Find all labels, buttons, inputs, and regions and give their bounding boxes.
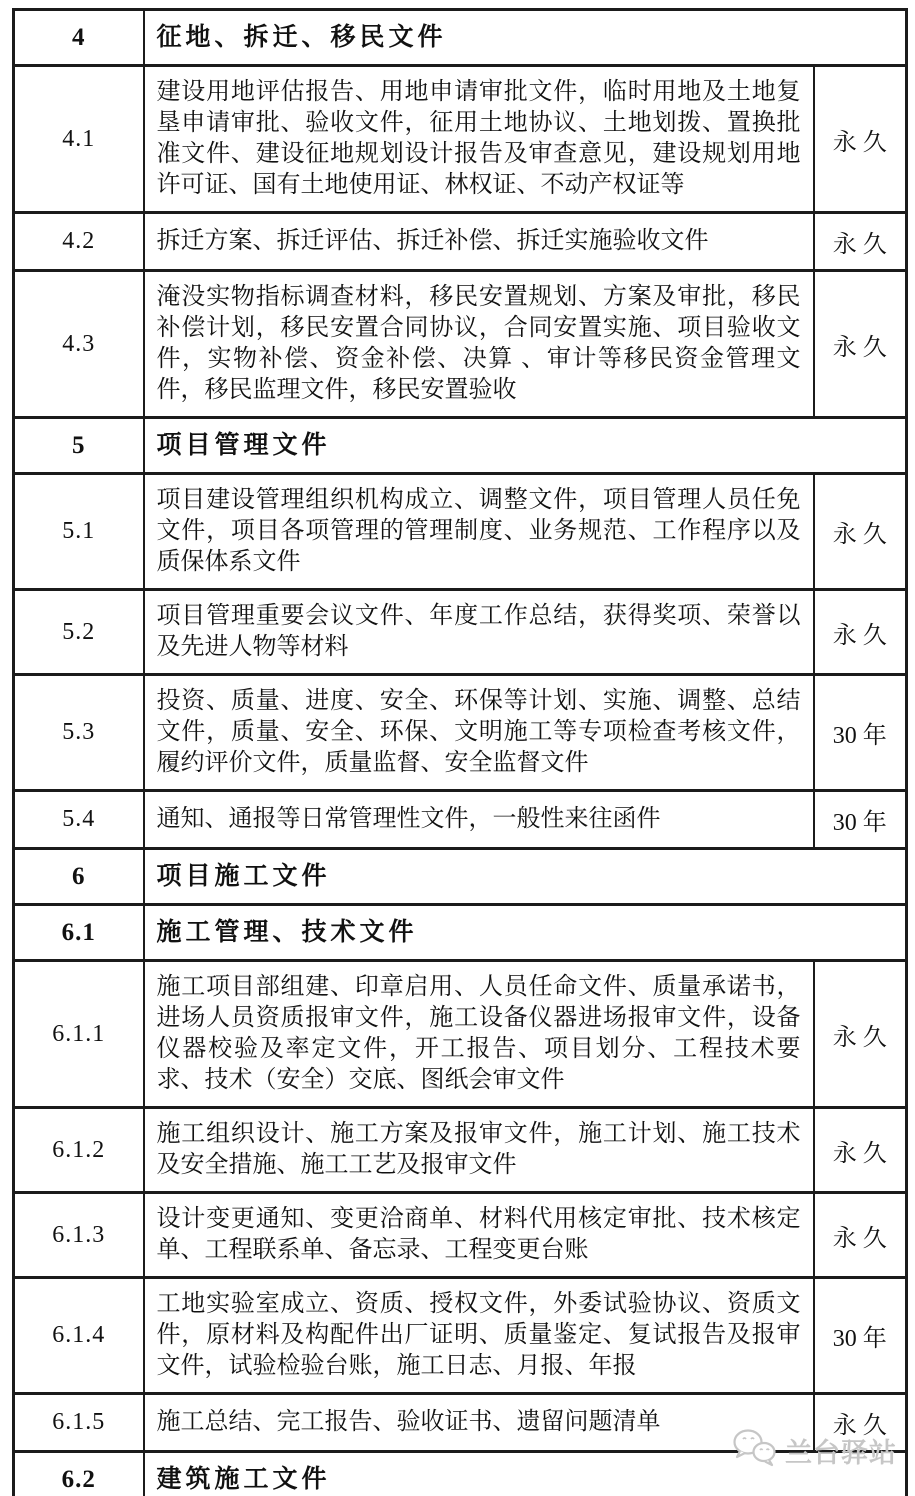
table-row: [14, 590, 907, 675]
row-number-cell: 5: [14, 418, 144, 474]
content-cell: 淹没实物指标调查材料，移民安置规划、方案及审批，移民补偿计划，移民安置合同协议，合同安置实施、项目验收文件，实物补偿、资金补偿、决算 、审计等移民资金管理文件，移民监理文件，移民安置验收: [144, 271, 814, 418]
table-row: [14, 1452, 907, 1496]
table-row: [14, 66, 907, 213]
content-cell: 施工总结、完工报告、验收证书、遗留问题清单: [144, 1394, 814, 1452]
table-row: [14, 1394, 907, 1452]
row-number-cell: 6.1.3: [14, 1193, 144, 1278]
retention-period-cell: 永 久: [814, 1394, 907, 1452]
table-row: [14, 1108, 907, 1193]
content-cell: 拆迁方案、拆迁评估、拆迁补偿、拆迁实施验收文件: [144, 213, 814, 271]
row-number-cell: 6.1.1: [14, 961, 144, 1108]
row-number-cell: 5.2: [14, 590, 144, 675]
content-cell: 设计变更通知、变更洽商单、材料代用核定审批、技术核定单、工程联系单、备忘录、工程变更台账: [144, 1193, 814, 1278]
row-number-cell: 5.4: [14, 791, 144, 849]
content-cell: 施工项目部组建、印章启用、人员任命文件、质量承诺书，进场人员资质报审文件，施工设备仪器进场报审文件，设备仪器校验及率定文件，开工报告、项目划分、工程技术要求、技术（安全）交底、图纸会审文件: [144, 961, 814, 1108]
row-number-cell: 5.3: [14, 675, 144, 791]
table-row: [14, 418, 907, 474]
section-title-cell: 征地、拆迁、移民文件: [144, 10, 907, 66]
table-row: [14, 271, 907, 418]
retention-period-cell: 永 久: [814, 961, 907, 1108]
row-number-cell: 4.1: [14, 66, 144, 213]
table-row: [14, 1278, 907, 1394]
row-number-cell: 6.1: [14, 905, 144, 961]
retention-period-cell: 30 年: [814, 675, 907, 791]
content-cell: 投资、质量、进度、安全、环保等计划、实施、调整、总结文件，质量、安全、环保、文明施工等专项检查考核文件，履约评价文件，质量监督、安全监督文件: [144, 675, 814, 791]
retention-period-cell: 30 年: [814, 1278, 907, 1394]
row-number-cell: 4.2: [14, 213, 144, 271]
watermark-label: 兰台驿站: [785, 1438, 897, 1468]
section-title-cell: 施工管理、技术文件: [144, 905, 907, 961]
section-title-cell: 项目施工文件: [144, 849, 907, 905]
row-number-cell: 5.1: [14, 474, 144, 590]
retention-period-cell: 永 久: [814, 590, 907, 675]
row-number-cell: 4: [14, 10, 144, 66]
table-row: [14, 791, 907, 849]
retention-period-cell: 30 年: [814, 791, 907, 849]
row-number-cell: 6.2: [14, 1452, 144, 1496]
content-cell: 通知、通报等日常管理性文件，一般性来往函件: [144, 791, 814, 849]
table-row: [14, 1193, 907, 1278]
table-row: [14, 849, 907, 905]
retention-period-cell: 永 久: [814, 1108, 907, 1193]
retention-period-cell: 永 久: [814, 474, 907, 590]
content-cell: 工地实验室成立、资质、授权文件，外委试验协议、资质文件，原材料及构配件出厂证明、质量鉴定、复试报告及报审文件，试验检验台账，施工日志、月报、年报: [144, 1278, 814, 1394]
content-cell: 项目管理重要会议文件、年度工作总结，获得奖项、荣誉以及先进人物等材料: [144, 590, 814, 675]
content-cell: 施工组织设计、施工方案及报审文件，施工计划、施工技术及安全措施、施工工艺及报审文件: [144, 1108, 814, 1193]
retention-period-cell: 永 久: [814, 213, 907, 271]
table-row: [14, 10, 907, 66]
retention-period-cell: 永 久: [814, 66, 907, 213]
retention-schedule-table: [12, 8, 908, 1496]
table-row: [14, 474, 907, 590]
table-row: [14, 961, 907, 1108]
content-cell: 项目建设管理组织机构成立、调整文件，项目管理人员任免文件，项目各项管理的管理制度、业务规范、工作程序以及质保体系文件: [144, 474, 814, 590]
row-number-cell: 6.1.2: [14, 1108, 144, 1193]
table-row: [14, 905, 907, 961]
table-row: [14, 675, 907, 791]
content-cell: 建设用地评估报告、用地申请审批文件，临时用地及土地复垦申请审批、验收文件，征用土地协议、土地划拨、置换批准文件、建设征地规划设计报告及审查意见，建设规划用地许可证、国有土地使用证、林权证、不动产权证等: [144, 66, 814, 213]
retention-period-cell: 永 久: [814, 1193, 907, 1278]
row-number-cell: 6: [14, 849, 144, 905]
section-title-cell: 项目管理文件: [144, 418, 907, 474]
row-number-cell: 6.1.5: [14, 1394, 144, 1452]
row-number-cell: 6.1.4: [14, 1278, 144, 1394]
row-number-cell: 4.3: [14, 271, 144, 418]
retention-period-cell: 永 久: [814, 271, 907, 418]
table-row: [14, 213, 907, 271]
section-title-cell: 建筑施工文件: [144, 1452, 907, 1496]
